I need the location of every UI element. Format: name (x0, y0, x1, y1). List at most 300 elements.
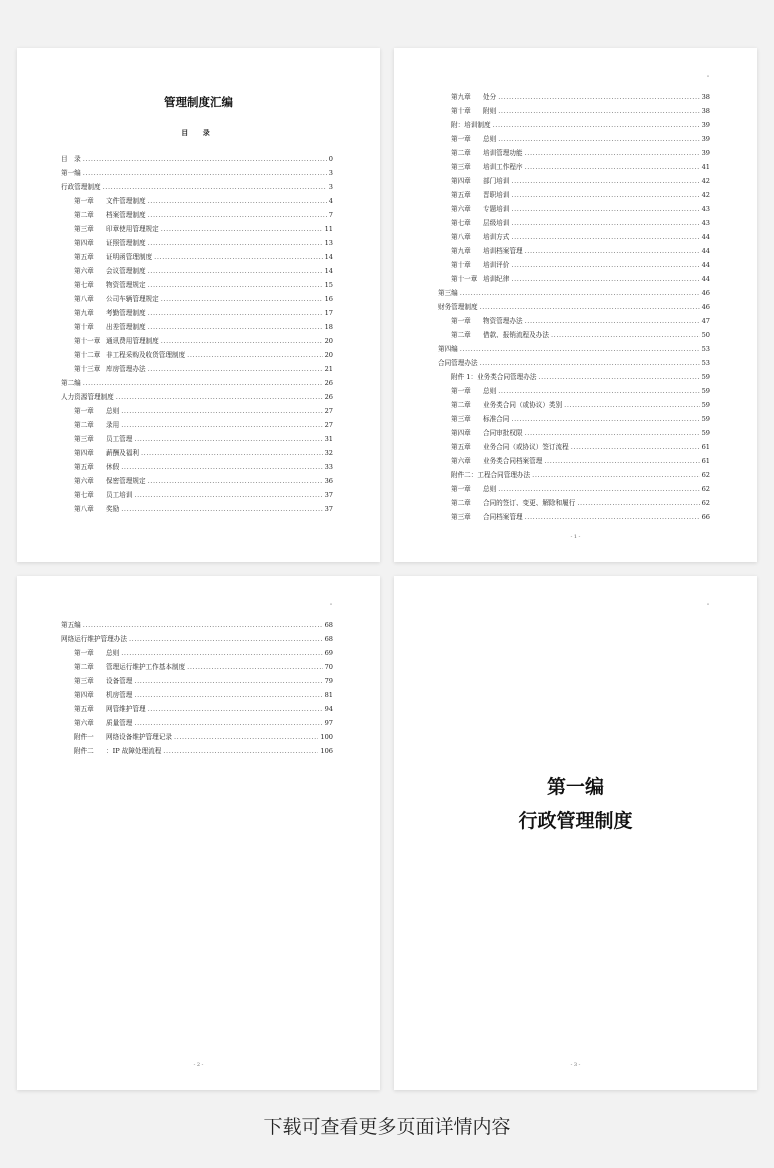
toc-entry (61, 646, 333, 660)
dot-leader (121, 418, 322, 432)
toc-entry-page: 39 (701, 121, 710, 129)
toc-entry-page: 42 (701, 177, 710, 185)
toc-entry-name: 休假 (106, 463, 120, 471)
document-page-2 (394, 48, 757, 562)
toc-entry-page: 14 (324, 267, 333, 275)
dot-leader (511, 216, 699, 230)
toc-entry (61, 152, 333, 166)
toc-entry-page: 20 (324, 351, 333, 359)
dot-leader (116, 390, 323, 404)
toc-entry-name: 附则 (483, 107, 497, 115)
toc-entry-number: 第九章 (74, 309, 94, 317)
toc-entry (61, 660, 333, 674)
toc-entry-page: 59 (701, 429, 710, 437)
toc-entry-page: 26 (324, 393, 333, 401)
toc-entry-name: 管理运行维护工作基本制度 (106, 663, 186, 671)
toc-entry-number: 第二章 (74, 663, 94, 671)
dot-leader (134, 432, 322, 446)
toc-entry-page: 44 (701, 275, 710, 283)
toc-entry (438, 146, 710, 160)
toc-entry (438, 356, 710, 370)
dot-leader (525, 314, 700, 328)
toc-entry-number: 第五章 (451, 443, 471, 451)
toc-entry-name: 业务类合同档案管理 (483, 457, 543, 465)
toc-entry-number: 附件二 (74, 747, 94, 755)
toc-entry-name: 培训评价 (483, 261, 510, 269)
header-mark: " (706, 75, 709, 81)
toc-entry-page: 15 (324, 281, 333, 289)
toc-entry-page: 46 (701, 289, 710, 297)
toc-entry (438, 384, 710, 398)
toc-entry (61, 348, 333, 362)
dot-leader (174, 730, 318, 744)
toc-entry-number: 第五章 (451, 191, 471, 199)
toc-entry (438, 440, 710, 454)
toc-entry (61, 716, 333, 730)
toc-entry-name: 非工程采购及收货管理制度 (106, 351, 186, 359)
toc-entry (438, 272, 710, 286)
toc-entry-page: 39 (701, 135, 710, 143)
toc-entry-name: 总则 (483, 485, 497, 493)
toc-entry-page: 21 (324, 365, 333, 373)
toc-entry-name: 机房管理 (106, 691, 133, 699)
toc-entry-name: 处分 (483, 93, 497, 101)
toc-entry-page: 59 (701, 415, 710, 423)
toc-entry-name: 附件二：工程合同管理办法 (451, 471, 531, 479)
toc-entry-number: 第八章 (74, 505, 94, 513)
toc-entry-name: 库房管理办法 (106, 365, 146, 373)
dot-leader (161, 292, 323, 306)
toc-entry-name: 合同审批权限 (483, 429, 523, 437)
toc-entry (438, 188, 710, 202)
toc-entry-name: 网络运行维护管理办法 (61, 635, 127, 643)
dot-leader (83, 166, 327, 180)
toc-entry-number: 第六章 (451, 205, 471, 213)
header-mark: " (329, 603, 332, 609)
toc-entry-name: 专题培训 (483, 205, 510, 213)
dot-leader (498, 132, 699, 146)
dot-leader (538, 370, 699, 384)
toc-entry-name: 借款、报销流程及办法 (483, 331, 549, 339)
toc-entry-page: 94 (324, 705, 333, 713)
toc-entry-number: 第六章 (74, 267, 94, 275)
toc-entry-number: 第四章 (74, 449, 94, 457)
dot-leader (83, 152, 327, 166)
toc-entry-name: 质量管理 (106, 719, 133, 727)
toc-entry-number: 第五章 (74, 705, 94, 713)
dot-leader (161, 222, 323, 236)
dot-leader (511, 272, 699, 286)
toc-entry (61, 292, 333, 306)
dot-leader (121, 502, 322, 516)
toc-entry-page: 68 (324, 635, 333, 643)
toc-entry-page: 31 (324, 435, 333, 443)
toc-entry-number: 第二章 (451, 401, 471, 409)
dot-leader (154, 250, 322, 264)
dot-leader (148, 236, 323, 250)
toc-entry-page: 38 (701, 107, 710, 115)
toc-entry-page: 4 (328, 197, 333, 205)
dot-leader (532, 468, 699, 482)
toc-entry-number: 第七章 (74, 491, 94, 499)
dot-leader (525, 160, 700, 174)
toc-entry (61, 488, 333, 502)
dot-leader (148, 474, 323, 488)
dot-leader (460, 342, 700, 356)
toc-entry-page: 46 (701, 303, 710, 311)
toc-entry-name: 合同的签订、变更、解除和履行 (483, 499, 576, 507)
toc-entry-number: 第十章 (451, 107, 471, 115)
dot-leader (525, 244, 700, 258)
toc-entry-number: 第三章 (451, 163, 471, 171)
dot-leader (121, 646, 322, 660)
toc-entry (61, 474, 333, 488)
toc-entry-page: 47 (701, 317, 710, 325)
toc-entry-page: 53 (701, 359, 710, 367)
toc-entry-number: 第四章 (74, 239, 94, 247)
dot-leader (161, 334, 323, 348)
toc-entry (61, 166, 333, 180)
toc-entry-name: 证明函管理制度 (106, 253, 153, 261)
dot-leader (551, 328, 700, 342)
toc-entry-page: 69 (324, 649, 333, 657)
toc-entry-name: 证照管理制度 (106, 239, 146, 247)
toc-list (438, 90, 710, 524)
toc-entry-page: 14 (324, 253, 333, 261)
dot-leader (148, 320, 323, 334)
toc-entry-name: 附：培训制度 (451, 121, 491, 129)
toc-entry (438, 412, 710, 426)
toc-entry (438, 370, 710, 384)
toc-entry-name: 网管维护管理 (106, 705, 146, 713)
toc-entry (438, 90, 710, 104)
toc-entry-number: 第十一章 (451, 275, 478, 283)
toc-entry-number: 第四章 (451, 177, 471, 185)
toc-entry-name: 网络设备维护管理记录 (106, 733, 172, 741)
dot-leader (480, 300, 700, 314)
toc-entry-page: 33 (324, 463, 333, 471)
dot-leader (511, 174, 699, 188)
toc-entry-name: 财务管理制度 (438, 303, 478, 311)
toc-entry-name: 奖励 (106, 505, 120, 513)
toc-entry (61, 418, 333, 432)
toc-entry-name: ：IP 故障处理流程 (106, 747, 162, 755)
toc-entry-page: 18 (324, 323, 333, 331)
page-number: - 1 - (570, 534, 581, 540)
toc-entry-number: 第十一章 (74, 337, 101, 345)
toc-entry-name: 考勤管理制度 (106, 309, 146, 317)
toc-entry-name: 行政管理制度 (61, 183, 101, 191)
toc-entry-page: 27 (324, 407, 333, 415)
toc-entry-number: 第三章 (74, 435, 94, 443)
toc-entry (61, 502, 333, 516)
toc-entry-page: 37 (324, 491, 333, 499)
toc-entry-name: 员工管理 (106, 435, 133, 443)
dot-leader (83, 618, 323, 632)
toc-entry-number: 第七章 (74, 281, 94, 289)
dot-leader (148, 306, 323, 320)
toc-entry-name: 通讯费用管理制度 (106, 337, 159, 345)
dot-leader (564, 398, 699, 412)
toc-entry (438, 118, 710, 132)
toc-entry-page: 62 (701, 499, 710, 507)
toc-entry-name: 文件管理制度 (106, 197, 146, 205)
toc-entry-number: 第九章 (451, 93, 471, 101)
toc-entry (61, 432, 333, 446)
toc-entry-name: 标准合同 (483, 415, 510, 423)
toc-entry-number: 第四章 (451, 429, 471, 437)
toc-entry (61, 362, 333, 376)
part-title: 行政管理制度 (518, 810, 633, 832)
toc-entry-number: 第十二章 (74, 351, 101, 359)
toc-entry-page: 81 (324, 691, 333, 699)
toc-entry (61, 460, 333, 474)
toc-entry-page: 44 (701, 261, 710, 269)
toc-entry-page: 100 (320, 733, 333, 741)
toc-entry-name: 培训纪律 (483, 275, 510, 283)
dot-leader (571, 440, 700, 454)
toc-entry-number: 第一章 (74, 649, 94, 657)
toc-entry-page: 44 (701, 247, 710, 255)
toc-entry-number: 第三章 (451, 513, 471, 521)
toc-entry-name: 第三编 (438, 289, 458, 297)
toc-entry (61, 730, 333, 744)
dot-leader (148, 362, 323, 376)
toc-entry (61, 320, 333, 334)
toc-entry-number: 第一章 (451, 387, 471, 395)
dot-leader (129, 632, 323, 646)
toc-entry-name: 培训工作程序 (483, 163, 523, 171)
toc-entry-page: 0 (328, 155, 333, 163)
toc-entry (438, 244, 710, 258)
toc-entry-name: 总则 (106, 649, 120, 657)
dot-leader (460, 286, 700, 300)
toc-entry-name: 第四编 (438, 345, 458, 353)
toc-entry (61, 264, 333, 278)
toc-entry (438, 202, 710, 216)
page-number: - 3 - (570, 1062, 581, 1068)
toc-entry (61, 236, 333, 250)
dot-leader (187, 660, 322, 674)
dot-leader (148, 208, 327, 222)
toc-entry (438, 342, 710, 356)
toc-entry (438, 510, 710, 524)
toc-entry-name: 保密管理规定 (106, 477, 146, 485)
toc-entry-page: 53 (701, 345, 710, 353)
toc-entry-page: 66 (701, 513, 710, 521)
toc-entry-number: 第二章 (451, 499, 471, 507)
toc-entry-page: 70 (324, 663, 333, 671)
toc-entry-number: 第二章 (451, 149, 471, 157)
toc-entry-page: 37 (324, 505, 333, 513)
toc-entry (61, 618, 333, 632)
dot-leader (511, 258, 699, 272)
dot-leader (544, 454, 699, 468)
document-page-3 (17, 576, 380, 1090)
toc-entry-number: 第二章 (74, 421, 94, 429)
toc-entry (438, 258, 710, 272)
toc-entry-page: 38 (701, 93, 710, 101)
dot-leader (148, 264, 323, 278)
toc-entry-number: 第二章 (74, 211, 94, 219)
toc-entry-page: 3 (328, 169, 333, 177)
toc-entry-name: 薪酬及福利 (106, 449, 139, 457)
dot-leader (121, 460, 322, 474)
toc-entry-page: 16 (324, 295, 333, 303)
header-mark: " (706, 603, 709, 609)
toc-entry-number: 第九章 (451, 247, 471, 255)
toc-entry (438, 132, 710, 146)
dot-leader (83, 376, 323, 390)
toc-entry-page: 97 (324, 719, 333, 727)
toc-entry-page: 59 (701, 373, 710, 381)
toc-entry (61, 222, 333, 236)
toc-entry (61, 334, 333, 348)
dot-leader (525, 426, 700, 440)
toc-entry-name: 培训管理功能 (483, 149, 523, 157)
toc-entry-page: 106 (320, 747, 333, 755)
dot-leader (493, 118, 700, 132)
toc-entry (61, 674, 333, 688)
toc-entry-name: 层级培训 (483, 219, 510, 227)
toc-entry-number: 第三章 (74, 677, 94, 685)
toc-entry (438, 160, 710, 174)
toc-entry-number: 第二章 (451, 331, 471, 339)
toc-entry-name: 档案管理制度 (106, 211, 146, 219)
toc-entry-number: 第十章 (74, 323, 94, 331)
toc-entry-page: 61 (701, 443, 710, 451)
toc-entry (61, 278, 333, 292)
toc-entry-number: 第六章 (74, 719, 94, 727)
toc-entry (438, 216, 710, 230)
toc-entry (438, 286, 710, 300)
toc-entry-name: 设备管理 (106, 677, 133, 685)
toc-entry-name: 物资管理规定 (106, 281, 146, 289)
toc-entry-page: 11 (324, 225, 333, 233)
document-page-4 (394, 576, 757, 1090)
dot-leader (498, 90, 699, 104)
toc-entry-name: 出差管理制度 (106, 323, 146, 331)
toc-entry-name: 晋职培训 (483, 191, 510, 199)
dot-leader (511, 412, 699, 426)
toc-entry (61, 446, 333, 460)
download-caption: 下载可查看更多页面详情内容 (263, 1116, 511, 1138)
dot-leader (498, 384, 699, 398)
dot-leader (511, 188, 699, 202)
dot-leader (134, 688, 322, 702)
toc-entry-name: 培训档案管理 (483, 247, 523, 255)
toc-entry-page: 17 (324, 309, 333, 317)
toc-entry (438, 496, 710, 510)
toc-entry (438, 174, 710, 188)
toc-entry-page: 62 (701, 485, 710, 493)
dot-leader (134, 674, 322, 688)
dot-leader (148, 194, 327, 208)
toc-entry (61, 208, 333, 222)
page-number: - 2 - (193, 1062, 204, 1068)
toc-entry-page: 7 (328, 211, 333, 219)
toc-entry-number: 第六章 (74, 477, 94, 485)
toc-entry-number: 第八章 (74, 295, 94, 303)
toc-entry-page: 32 (324, 449, 333, 457)
toc-entry (438, 468, 710, 482)
toc-entry-name: 合同档案管理 (483, 513, 523, 521)
toc-entry (438, 300, 710, 314)
toc-entry-name: 培训方式 (483, 233, 510, 241)
toc-entry-name: 第五编 (61, 621, 81, 629)
toc-entry-page: 20 (324, 337, 333, 345)
dot-leader (103, 180, 327, 194)
dot-leader (134, 716, 322, 730)
toc-entry-name: 附件 1：业务类合同管理办法 (451, 373, 537, 381)
toc-entry (61, 632, 333, 646)
toc-list (61, 152, 333, 516)
toc-entry (61, 376, 333, 390)
toc-entry-number: 附件一 (74, 733, 94, 741)
toc-entry-page: 42 (701, 191, 710, 199)
toc-entry-name: 员工培训 (106, 491, 133, 499)
toc-entry (61, 404, 333, 418)
toc-heading: 目 录 (181, 128, 216, 137)
toc-entry (61, 688, 333, 702)
document-page-1 (17, 48, 380, 562)
toc-entry-page: 43 (701, 219, 710, 227)
toc-entry (61, 180, 333, 194)
toc-entry-page: 44 (701, 233, 710, 241)
toc-entry-name: 印章使用管理规定 (106, 225, 159, 233)
toc-entry (438, 230, 710, 244)
toc-entry-name: 目 录 (61, 155, 81, 163)
toc-entry-name: 业务合同（或协议）签订流程 (483, 443, 569, 451)
toc-entry-number: 第十三章 (74, 365, 101, 373)
toc-entry-name: 第二编 (61, 379, 81, 387)
toc-entry-number: 第六章 (451, 457, 471, 465)
toc-entry-number: 第四章 (74, 691, 94, 699)
toc-entry (438, 482, 710, 496)
toc-entry (61, 250, 333, 264)
toc-entry (438, 104, 710, 118)
toc-entry-number: 第五章 (74, 463, 94, 471)
toc-entry-number: 第三章 (451, 415, 471, 423)
toc-entry-number: 第八章 (451, 233, 471, 241)
dot-leader (525, 146, 700, 160)
document-title: 管理制度汇编 (164, 95, 233, 109)
toc-entry-page: 26 (324, 379, 333, 387)
toc-entry-number: 第一章 (451, 485, 471, 493)
toc-entry-page: 68 (324, 621, 333, 629)
dot-leader (148, 702, 323, 716)
dot-leader (148, 278, 323, 292)
toc-entry-page: 39 (701, 149, 710, 157)
dot-leader (498, 104, 699, 118)
toc-entry-number: 第十章 (451, 261, 471, 269)
toc-entry-number: 第一章 (451, 317, 471, 325)
part-label: 第一编 (546, 776, 604, 798)
toc-entry-name: 业务类合同（或协议）类别 (483, 401, 563, 409)
dot-leader (511, 202, 699, 216)
toc-entry-name: 部门培训 (483, 177, 510, 185)
toc-entry (61, 306, 333, 320)
toc-entry-name: 会议管理制度 (106, 267, 146, 275)
toc-entry-page: 79 (324, 677, 333, 685)
dot-leader (498, 482, 699, 496)
toc-entry-number: 第三章 (74, 225, 94, 233)
dot-leader (121, 404, 322, 418)
toc-entry (61, 702, 333, 716)
toc-entry (438, 426, 710, 440)
toc-entry-page: 43 (701, 205, 710, 213)
toc-entry-page: 50 (701, 331, 710, 339)
